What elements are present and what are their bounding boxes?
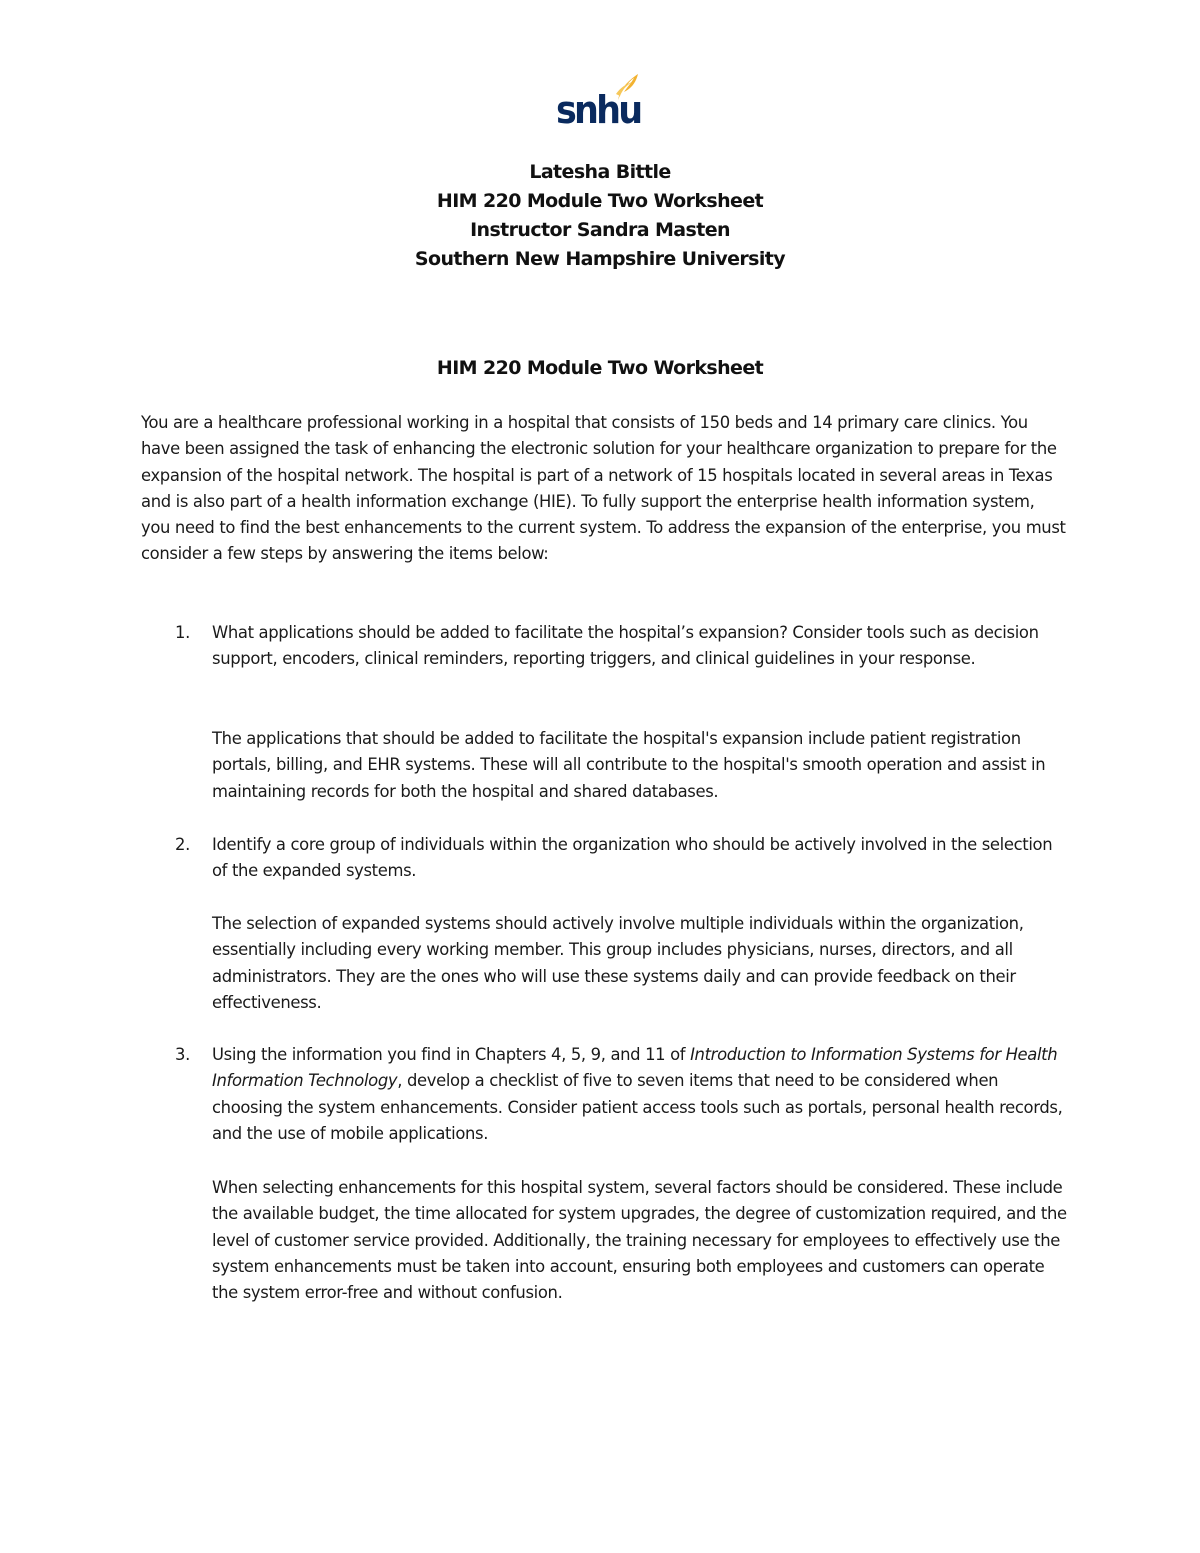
answer-text: The applications that should be added to facilitate the hospital's expansion include patient registration portals, billing, and EHR systems. These will all contribute to the hospital's smooth operation and assist in maintaining records for both the hospital and shared databases. <box>212 729 1046 801</box>
answer-text: When selecting enhancements for this hospital system, several factors should be considered. These include the available budget, the time allocated for system upgrades, the degree of customization required, and the level of customer service provided. Additionally, the training necessary for employees to effectively use the system enhancements must be taken into account, ensuring both employees and customers can operate the system error-free and without confusion. <box>212 1178 1067 1303</box>
instructor-name: Instructor Sandra Masten <box>470 219 730 241</box>
question-text-pre: Using the information you find in Chapters 4, 5, 9, and 11 of <box>212 1045 691 1064</box>
title-header <box>0 158 1200 274</box>
book-title: Introduction to Information Systems for Health Information Technology <box>212 1045 1058 1091</box>
intro-paragraph: You are a healthcare professional working in a hospital that consists of 150 beds and 14 primary care clinics. You have been assigned the task of enhancing the electronic solution for your healthcare organization to prepare for the expansion of the hospital network. The hospital is part of a network of 15 hospitals located in several areas in Texas and is also part of a health information exchange (HIE). To fully support the enterprise health information system, you need to find the best enhancements to the current system. To address the expansion of the enterprise, you must consider a few steps by answering the items below: <box>141 413 1066 564</box>
question-number: 2. <box>175 835 190 854</box>
author-name: Latesha Bittle <box>529 161 671 183</box>
question-text: What applications should be added to facilitate the hospital’s expansion? Consider tools such as decision support, encoders, clinical reminders, reporting triggers, and clinical guidelines in your response. <box>212 623 1039 669</box>
question-number: 1. <box>175 623 190 642</box>
question-text: Identify a core group of individuals within the organization who should be actively involved in the selection of the expanded systems. <box>212 835 1053 881</box>
question-text <box>212 1042 1072 1147</box>
question-number: 3. <box>175 1045 190 1064</box>
course-title: HIM 220 Module Two Worksheet <box>436 190 764 212</box>
question-text-post: , develop a checklist of five to seven items that need to be considered when choosing the system enhancements. Consider patient access tools such as portals, personal health records, and the use of mobile applications. <box>212 1071 1063 1143</box>
document-title: HIM 220 Module Two Worksheet <box>436 357 764 379</box>
snhu-logo <box>554 72 640 134</box>
logo-wordmark: snhu <box>556 88 641 132</box>
university-name: Southern New Hampshire University <box>414 248 786 270</box>
answer-text: The selection of expanded systems should actively involve multiple individuals within the organization, essentially including every working member. This group includes physicians, nurses, directors, and all administrators. They are the ones who will use these systems daily and can provide feedback on their effectiveness. <box>212 914 1024 1012</box>
